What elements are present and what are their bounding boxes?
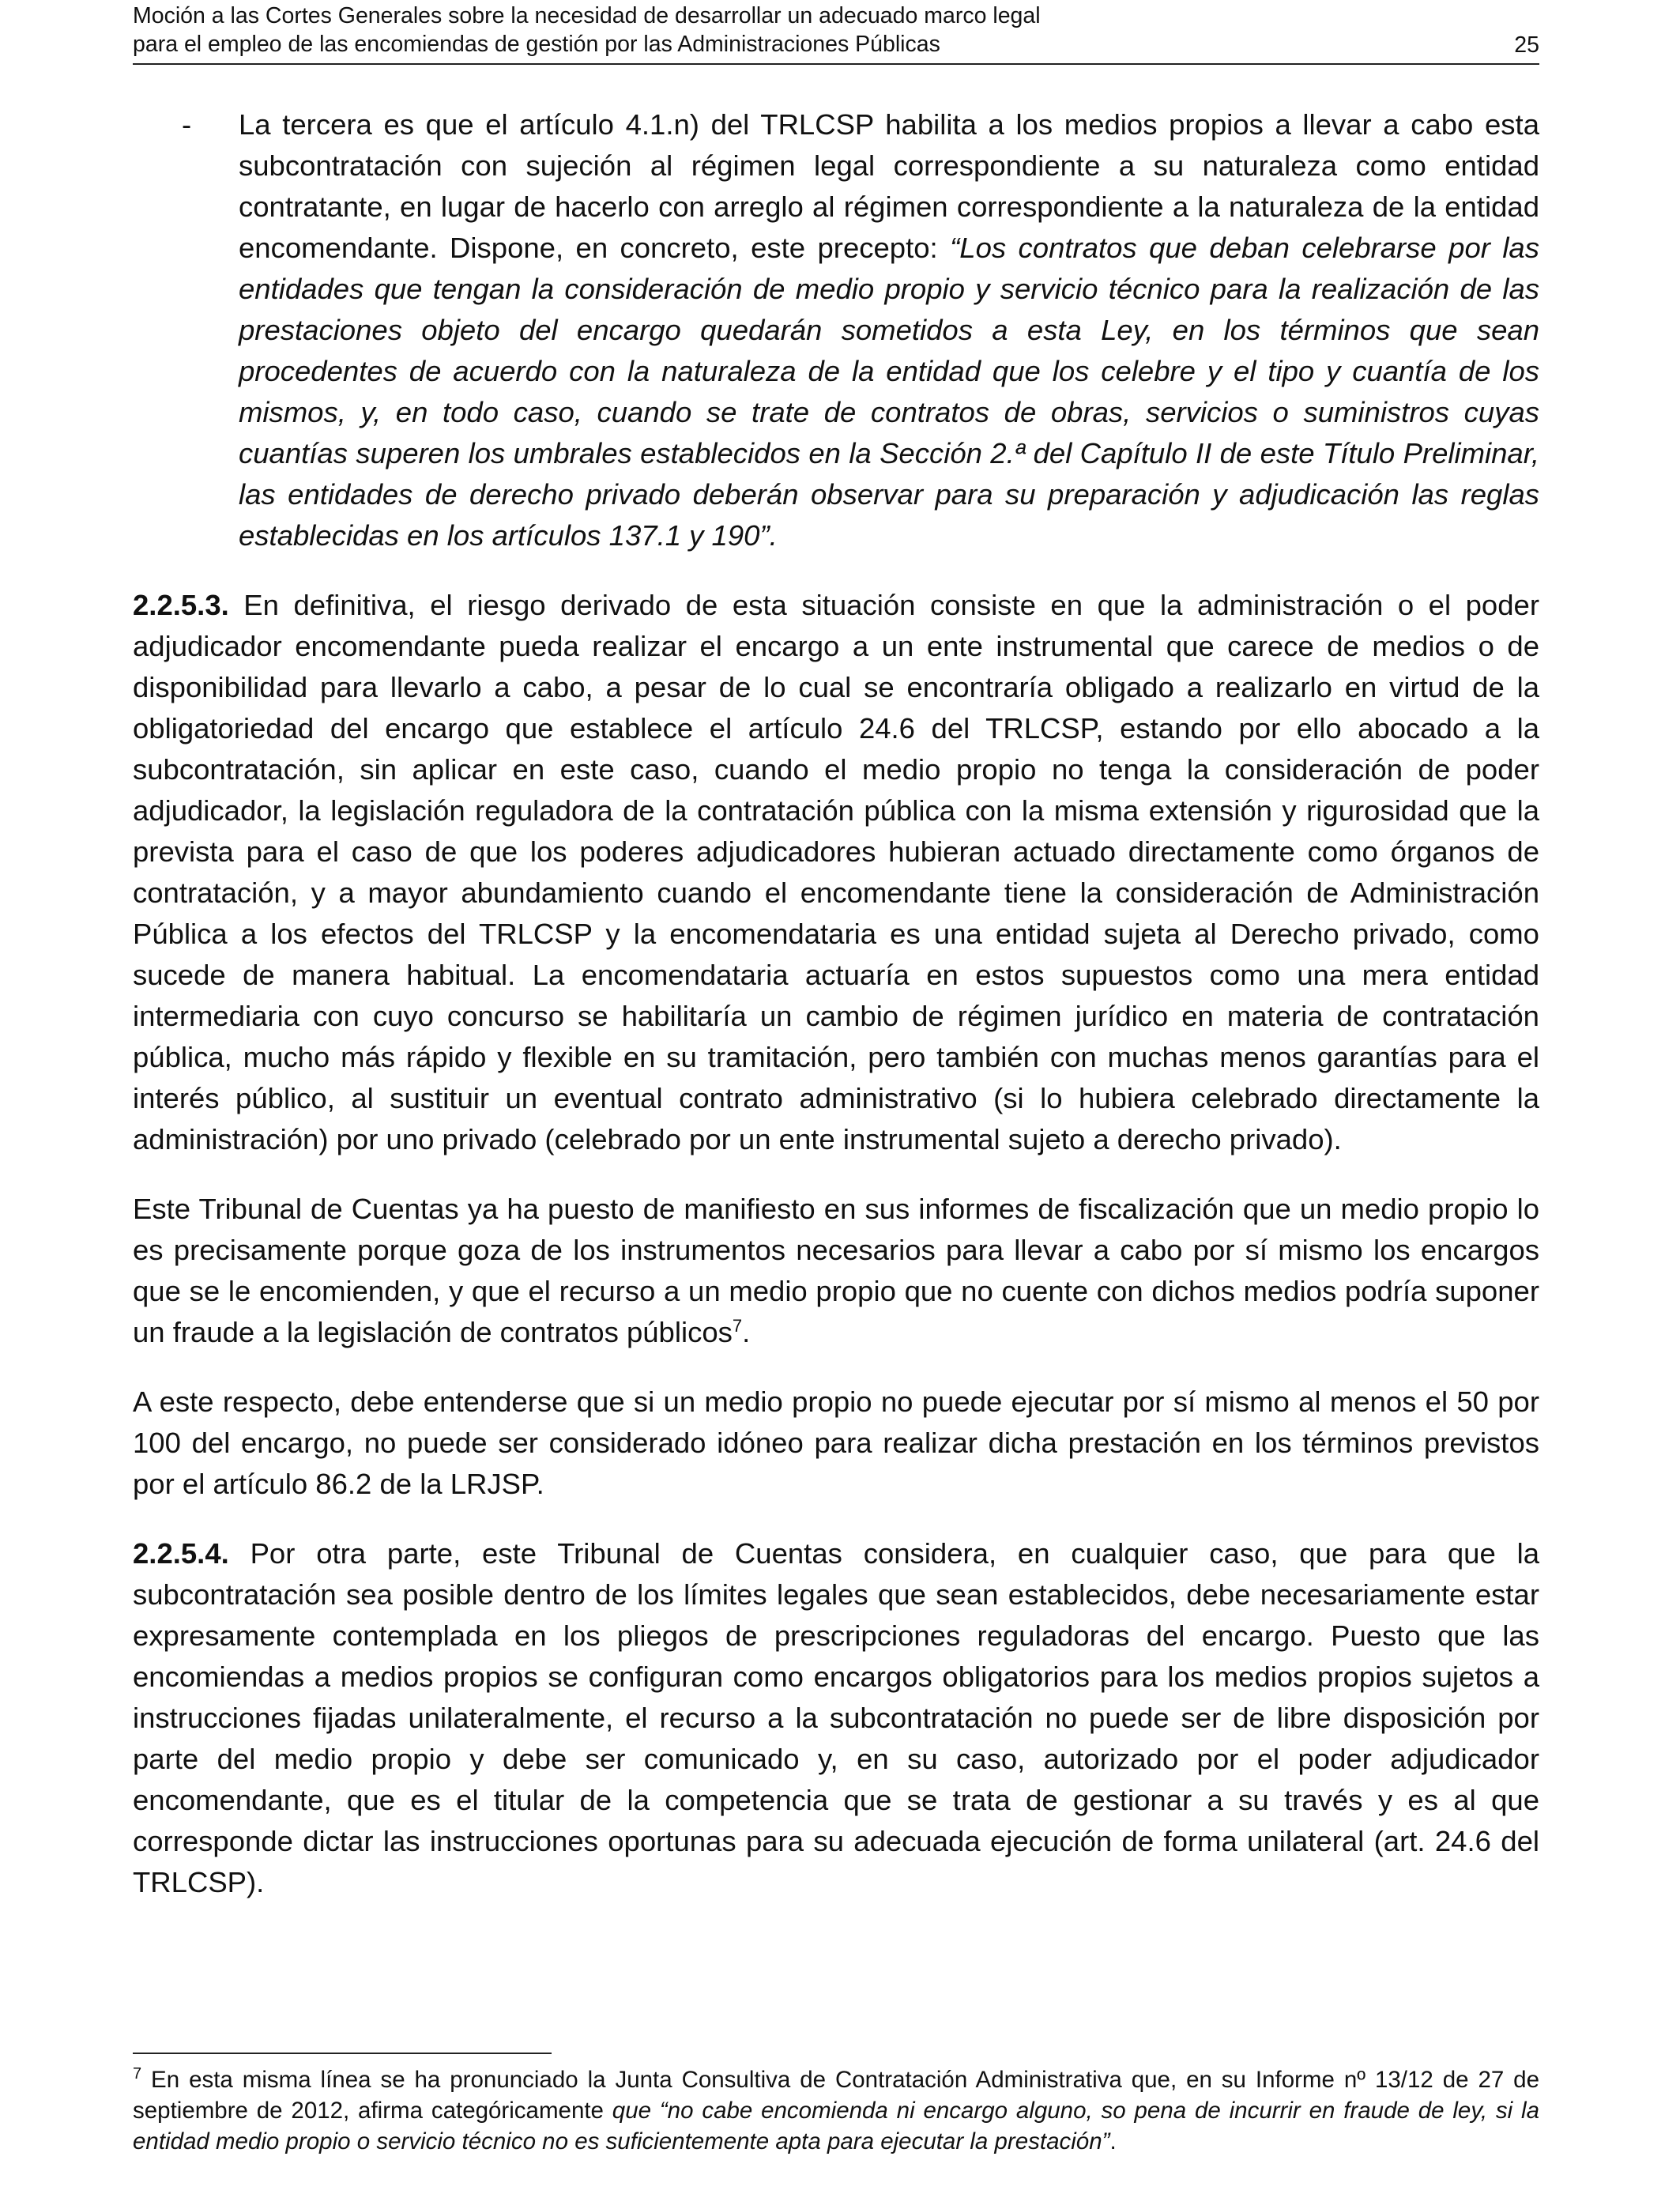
bullet-dash: - <box>182 108 192 141</box>
paragraph-2-2-5-4-text: Por otra parte, este Tribunal de Cuentas considera, en cualquier caso, que para que la subcontratación sea posible dentro de los límites legales que sean establecidos, debe necesariamente estar expresamente contemplada en los pliegos de prescripciones reguladoras del encargo. Puesto que las encomiendas a medios propios se configuran como encargos obligatorios para los medios propios sujetos a instrucciones fijadas unilateralmente, el recurso a la subcontratación no puede ser de libre disposición por parte del medio propio y debe ser comunicado y, en su caso, autorizado por el poder adjudicador encomendante, que es el titular de la competencia que se trata de gestionar a su través y es al que corresponde dictar las instrucciones oportunas para su adecuada ejecución de forma unilateral (art. 24.6 del TRLCSP). <box>133 1537 1539 1898</box>
bullet-quote: “Los contratos que deban celebrarse por las entidades que tengan la consideración de medio propio y servicio técnico para la realización de las prestaciones objeto del encargo quedarán sometidos a esta Ley, en los términos que sean procedentes de acuerdo con la naturaleza de la entidad que los celebre y el tipo y cuantía de los mismos, y, en todo caso, cuando se trate de contratos de obras, servicios o suministros cuyas cuantías superen los umbrales establecidos en la Sección 2.ª del Capítulo II de este Título Preliminar, las entidades de derecho privado deberán observar para su preparación y adjudicación las reglas establecidas en los artículos 137.1 y 190”. <box>239 232 1539 552</box>
section-number-2-2-5-4: 2.2.5.4. <box>133 1537 229 1570</box>
paragraph-2-2-5-4 <box>133 1533 1539 1903</box>
document-body <box>133 104 1539 1932</box>
footnote-separator <box>133 2053 552 2054</box>
footnote-quote: que “no cabe encomienda ni encargo alguno, so pena de incurrir en fraude de ley, si la entidad medio propio o servicio técnico no es suficientemente apta para ejecutar la prestación” <box>133 2098 1540 2154</box>
bullet-text: La tercera es que el artículo 4.1.n) del TRLCSP habilita a los medios propios a llevar a cabo esta subcontratación con sujeción al régimen legal correspondiente a su naturaleza como entidad contratante, en lugar de hacerlo con arreglo al régimen correspondiente a la naturaleza de la entidad encomendante. Dispone, en concreto, este precepto: <box>239 108 1539 264</box>
footnote-marker: 7 <box>133 2065 142 2083</box>
bullet-item-third-point <box>133 104 1539 556</box>
page-header <box>133 2 1539 65</box>
footnote-7 <box>133 2064 1539 2157</box>
footnote-reference-7[interactable]: 7 <box>732 1315 743 1336</box>
footnote-end: . <box>1109 2128 1117 2154</box>
paragraph-tribunal-end: . <box>742 1316 751 1348</box>
paragraph-respecto-text: A este respecto, debe entenderse que si un medio propio no puede ejecutar por sí mismo al menos el 50 por 100 del encargo, no puede ser considerado idóneo para realizar dicha prestación en los términos previstos por el artículo 86.2 de la LRJSP. <box>133 1385 1539 1500</box>
paragraph-2-2-5-3 <box>133 585 1539 1160</box>
paragraph-respecto <box>133 1382 1539 1505</box>
paragraph-tribunal-text: Este Tribunal de Cuentas ya ha puesto de manifiesto en sus informes de fiscalización que un medio propio lo es precisamente porque goza de los instrumentos necesarios para llevar a cabo por sí mismo los encargos que se le encomienden, y que el recurso a un medio propio que no cuente con dichos medios podría suponer un fraude a la legislación de contratos públicos <box>133 1193 1539 1348</box>
section-number-2-2-5-3: 2.2.5.3. <box>133 589 229 621</box>
header-title-line-2: para el empleo de las encomiendas de gestión por las Administraciones Públicas <box>133 32 940 57</box>
header-title-line-1: Moción a las Cortes Generales sobre la necesidad de desarrollar un adecuado marco legal <box>133 3 1041 28</box>
paragraph-2-2-5-3-text: En definitiva, el riesgo derivado de esta situación consiste en que la administración o el poder adjudicador encomendante pueda realizar el encargo a un ente instrumental que carece de medios o de disponibilidad para llevarlo a cabo, a pesar de lo cual se encontraría obligado a realizarlo en virtud de la obligatoriedad del encargo que establece el artículo 24.6 del TRLCSP, estando por ello abocado a la subcontratación, sin aplicar en este caso, cuando el medio propio no tenga la consideración de poder adjudicador, la legislación reguladora de la contratación pública con la misma extensión y rigurosidad que la prevista para el caso de que los poderes adjudicadores hubieran actuado directamente como órganos de contratación, y a mayor abundamiento cuando el encomendante tiene la consideración de Administración Pública a los efectos del TRLCSP y la encomendataria es una entidad sujeta al Derecho privado, como sucede de manera habitual. La encomendataria actuaría en estos supuestos como una mera entidad intermediaria con cuyo concurso se habilitaría un cambio de régimen jurídico en materia de contratación pública, mucho más rápido y flexible en su tramitación, pero también con muchas menos garantías para el interés público, al sustituir un eventual contrato administrativo (si lo hubiera celebrado directamente la administración) por uno privado (celebrado por un ente instrumental sujeto a derecho privado). <box>133 589 1539 1155</box>
footnote-text: En esta misma línea se ha pronunciado la Junta Consultiva de Contratación Administrativa que, en su Informe nº 13/12 de 27 de septiembre de 2012, afirma categóricamente <box>133 2067 1539 2124</box>
paragraph-tribunal <box>133 1189 1539 1353</box>
page-number: 25 <box>1514 32 1539 58</box>
